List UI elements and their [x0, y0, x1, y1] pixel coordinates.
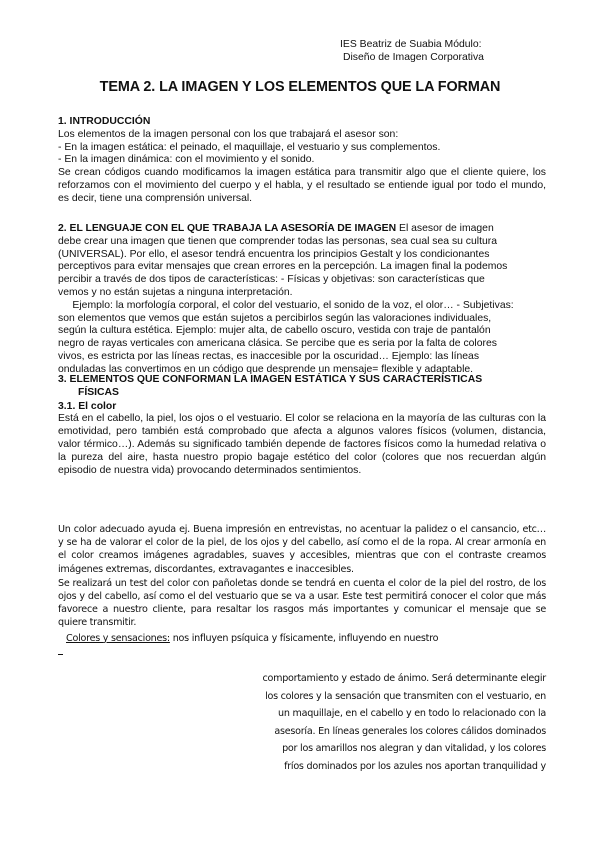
section-lenguaje: [58, 223, 546, 377]
section-2-line: vivos, es estricta por las líneas rectas, es inaccesible por la oscuridad… Ejemplo: las líneas: [58, 350, 480, 362]
section-2-line: percibir a través de dos tipos de características: - Físicas y objetivas: son características que: [58, 274, 485, 286]
right-line: por los amarillos nos alegran y dan vitalidad, y los colores: [282, 743, 546, 755]
section-2-line: (UNIVERSAL). Por ello, el asesor tendrá encuentra los principios Gestalt y los condicionantes: [58, 248, 490, 260]
section-1-heading: 1. INTRODUCCIÓN: [58, 116, 151, 127]
page-header: [340, 38, 484, 64]
section-elementos: [58, 374, 546, 477]
color-advice-paragraph: Un color adecuado ayuda ej. Buena impresión en entrevistas, no acentuar la palidez o el cansancio, etc… y se ha de valorar el color de la piel, de los ojos y del cabello, así como el de la ropa. Al crear armonía en el color creamos imágenes agradables, suaves y accesibles, mientras que con el contraste creamos imágenes extremas, discordantes, extravagantes e inaccesibles.: [58, 524, 546, 575]
section-3-heading: 3. ELEMENTOS QUE CONFORMAN LA IMAGEN ESTÁTICA Y SUS CARACTERÍSTICAS: [58, 374, 483, 385]
header-module: Diseño de Imagen Corporativa: [343, 52, 484, 63]
section-2-heading: 2. EL LENGUAJE CON EL QUE TRABAJA LA ASESORÍA DE IMAGEN: [58, 223, 397, 234]
list-dash: [58, 654, 63, 655]
header-school: IES Beatriz de Suabia Módulo:: [340, 39, 482, 50]
section-2-line: negro de rayas verticales con americana clásica. Se percibe que es seria por la falta de colores: [58, 338, 497, 350]
right-aligned-paragraph: [226, 670, 546, 776]
section-2-line: El asesor de imagen: [396, 223, 494, 234]
colores-sensaciones-label: Colores y sensaciones:: [66, 632, 170, 644]
subsection-color-heading: 3.1. El color: [58, 400, 117, 412]
color-paragraph-calibri: [58, 523, 546, 645]
section-2-line: son elementos que vemos que están sujetos a percibirlos según las valoraciones individuales,: [58, 312, 492, 324]
section-2-line: vemos y no están sujetas a ninguna interpretación.: [58, 286, 293, 298]
section-2-line: perceptivos para evitar mensajes que crean errores en la percepción. La imagen final la podemos: [58, 261, 508, 273]
section-2-line: según la cultura estética. Ejemplo: mujer alta, de cabello oscuro, vestida con traje de pantalón: [58, 325, 491, 337]
section-1-line: - En la imagen estática: el peinado, el maquillaje, el vestuario y sus complementos.: [58, 141, 441, 153]
right-line: los colores y la sensación que transmiten con el vestuario, en: [265, 690, 546, 702]
section-2-line: onduladas las convertimos en un código que desprende un mensaje= flexible y adaptable.: [58, 363, 474, 375]
section-2-first-line: [58, 223, 546, 236]
color-test-paragraph: Se realizará un test del color con pañoletas donde se tendrá en cuenta el color de la piel del rostro, de los ojos y del cabello, así como el del vestuario que se va a usar. Este test permitirá conocer el color que más favorece a nuestro cliente, para resaltar los rasgos más importantes y comunicar el mensaje que se quiere transmitir.: [58, 577, 546, 629]
right-line: asesoría. En líneas generales los colores cálidos dominados: [274, 725, 546, 737]
right-line: un maquillaje, en el cabello y en todo lo relacionado con la: [278, 708, 546, 720]
section-1-line: - En la imagen dinámica: con el movimiento y el sonido.: [58, 154, 315, 166]
section-2-line: debe crear una imagen que tienen que comprender todas las personas, sea cual sea su cultura: [58, 235, 497, 247]
section-1-paragraph: Se crean códigos cuando modificamos la imagen estática para transmitir algo que el cliente quiere, los reforzamos con el movimiento del cuerpo y el habla, y el resultado se entiende igual por todo el mundo, es decir, tiene una comprensión universal.: [58, 167, 546, 204]
section-introduction: [58, 116, 546, 206]
right-line: fríos dominados por los azules nos aportan tranquilidad y: [284, 760, 546, 772]
section-3-heading-cont: FÍSICAS: [78, 386, 119, 398]
section-1-line: Los elementos de la imagen personal con los que trabajará el asesor son:: [58, 128, 399, 140]
colores-sensaciones-text: nos influyen psíquica y físicamente, influyendo en nuestro: [169, 632, 439, 644]
color-paragraph: Está en el cabello, la piel, los ojos o el vestuario. El color se relaciona en la mayoría de las culturas con la emotividad, pero también está comprobado que afecta a algunos valores físicos (volumen, distancia, valor térmico…). Además su significado también depende de factores físicos como la humedad relativa o la pureza del aire, hasta nuestro propio bagaje estético del color (colores que nos recuerdan algún episodio de nuestra vida) provocando determinados sentimientos.: [58, 413, 546, 476]
document-title: TEMA 2. LA IMAGEN Y LOS ELEMENTOS QUE LA FORMAN: [99, 79, 501, 95]
colores-sensaciones-line: [58, 632, 546, 645]
section-2-line: Ejemplo: la morfología corporal, el color del vestuario, el sonido de la voz, el olor… - Subjetivas:: [58, 299, 514, 311]
right-line: comportamiento y estado de ánimo. Será determinante elegir: [262, 673, 546, 684]
